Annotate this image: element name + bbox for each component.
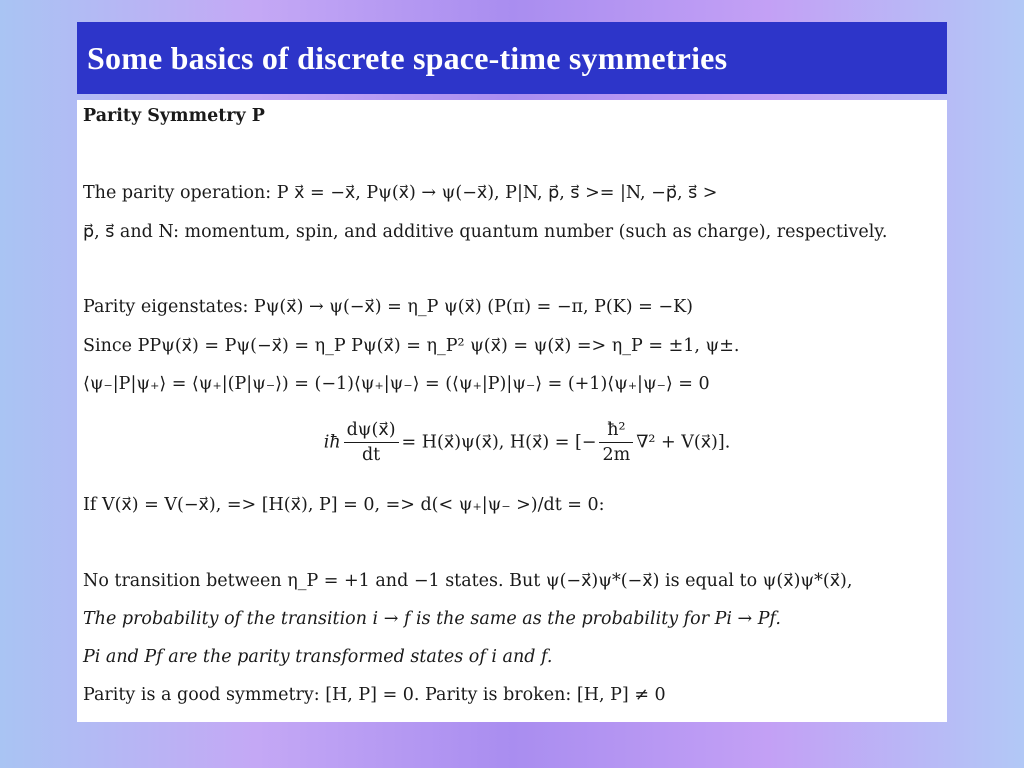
kinetic-fraction (599, 418, 633, 467)
transformed-states-line: Pi and Pf are the parity transformed states of i and f. (83, 647, 553, 667)
slide-title: Some basics of discrete space-time symmetries (87, 39, 728, 76)
section-heading: Parity Symmetry P (83, 106, 265, 126)
schrodinger-equation (77, 418, 947, 467)
potential-condition-line: If V(x⃗) = V(−x⃗), => [H(x⃗), P] = 0, => d(< ψ₊|ψ₋ >)/dt = 0: (83, 495, 605, 515)
content-panel (77, 100, 947, 722)
quantum-numbers-line: p⃗, s⃗ and N: momentum, spin, and additive quantum number (such as charge), respectively. (83, 222, 888, 242)
schrodinger-rhs: ∇² + V(x⃗)]. (636, 432, 731, 453)
time-derivative-fraction (344, 418, 399, 467)
time-derivative-numerator: dψ(x⃗) (344, 418, 399, 443)
schrodinger-lhs: iħ (323, 432, 341, 453)
time-derivative-denominator: dt (361, 445, 381, 465)
matrix-element-line: ⟨ψ₋|P|ψ₊⟩ = ⟨ψ₊|(P|ψ₋⟩) = (−1)⟨ψ₊|ψ₋⟩ = (⟨ψ₊|P)|ψ₋⟩ = (+1)⟨ψ₊|ψ₋⟩ = 0 (83, 374, 710, 394)
good-symmetry-line: Parity is a good symmetry: [H, P] = 0. Parity is broken: [H, P] ≠ 0 (83, 685, 666, 705)
eigenstates-line: Parity eigenstates: Pψ(x⃗) → ψ(−x⃗) = η_P ψ(x⃗) (P(π) = −π, P(K) = −K) (83, 297, 693, 317)
parity-operation-line: The parity operation: P x⃗ = −x⃗, Pψ(x⃗) → ψ(−x⃗), P|N, p⃗, s⃗ >= |N, −p⃗, s⃗ > (83, 183, 718, 203)
probability-line: The probability of the transition i → f is the same as the probability for Pi → Pf. (83, 609, 781, 629)
kinetic-numerator: ħ² (599, 418, 633, 443)
since-line: Since PPψ(x⃗) = Pψ(−x⃗) = η_P Pψ(x⃗) = η_P² ψ(x⃗) = ψ(x⃗) => η_P = ±1, ψ±. (83, 336, 740, 356)
kinetic-denominator: 2m (602, 445, 631, 465)
schrodinger-middle: = H(x⃗)ψ(x⃗), H(x⃗) = [− (401, 432, 597, 453)
no-transition-line: No transition between η_P = +1 and −1 states. But ψ(−x⃗)ψ*(−x⃗) is equal to ψ(x⃗)ψ*(x⃗), (83, 571, 853, 591)
title-bar (77, 22, 947, 94)
